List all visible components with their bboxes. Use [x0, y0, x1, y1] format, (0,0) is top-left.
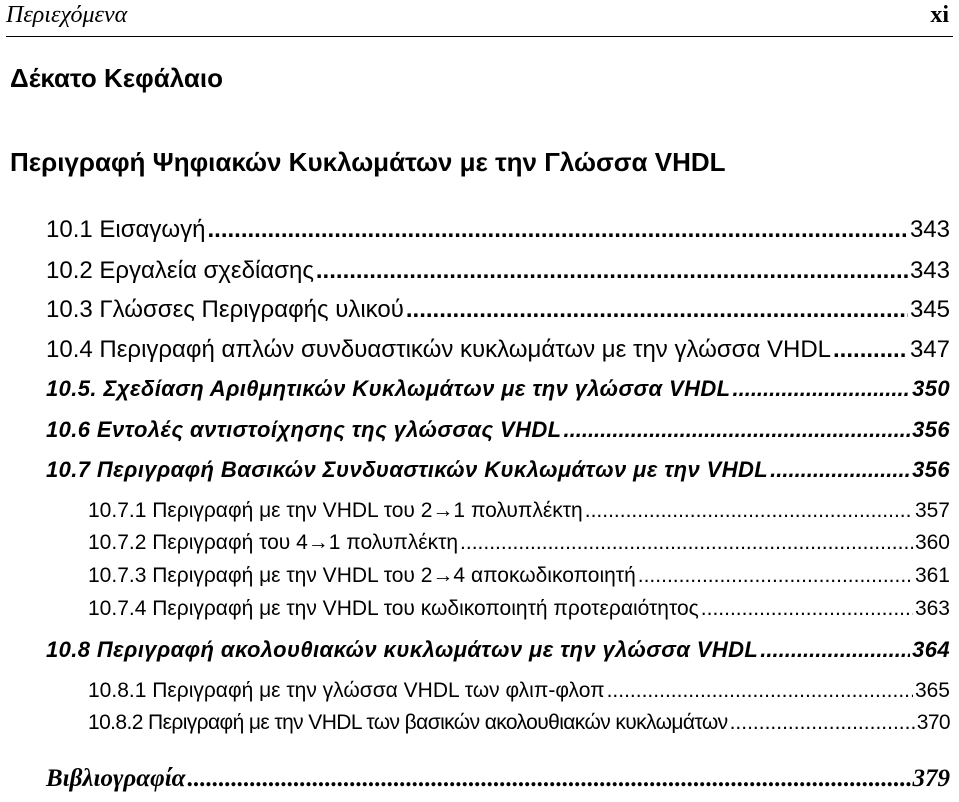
toc-dot-leader: [701, 597, 913, 621]
toc-dot-leader: [730, 711, 915, 735]
toc-entry-label: 10.7 Περιγραφή Βασικών Συνδυαστικών Κυκλωμάτων με την VHDL: [46, 457, 769, 482]
toc-entry[interactable]: [46, 417, 950, 443]
toc-subentry[interactable]: [88, 564, 950, 588]
toc-entry-label: 10.8.1 Περιγραφή με την γλώσσα VHDL των φλιπ-φλοπ: [88, 679, 605, 702]
toc-dot-leader: [770, 457, 910, 483]
toc-entry-label: 10.4 Περιγραφή απλών συνδυαστικών κυκλωμάτων με την γλώσσα VHDL: [46, 336, 832, 363]
toc-dot-leader: [187, 765, 910, 793]
toc-dot-leader: [638, 564, 913, 588]
toc-dot-leader: [564, 417, 911, 443]
toc-entry-label: 10.8.2 Περιγραφή με την VHDL των βασικών ακολουθιακών κυκλωμάτων: [88, 711, 728, 734]
toc-entry-page: 356: [912, 417, 950, 442]
header-section-title: Περιεχόμενα: [6, 2, 128, 28]
toc-dot-leader: [607, 679, 913, 703]
toc-entry-page: 347: [909, 336, 950, 363]
toc-entry[interactable]: [46, 376, 950, 402]
toc-entry-page: 379: [912, 765, 950, 792]
toc-subentry[interactable]: [88, 711, 950, 735]
toc-dot-leader: [316, 257, 908, 285]
toc-entry[interactable]: [46, 216, 950, 244]
running-header: [6, 0, 953, 37]
toc-entry-page: 365: [914, 679, 950, 702]
toc-entry-label: 10.3 Γλώσσες Περιγραφής υλικού: [46, 296, 404, 323]
toc-entry-page: 360: [914, 531, 950, 554]
toc-entry-label: 10.2 Εργαλεία σχεδίασης: [46, 257, 314, 284]
toc-entry-page: 363: [914, 597, 950, 620]
toc-entry-label: 10.1 Εισαγωγή: [46, 216, 206, 243]
toc-subentry[interactable]: [88, 679, 950, 703]
toc-entry-page: 357: [914, 499, 950, 522]
toc-entry-label: Βιβλιογραφία: [46, 765, 186, 792]
toc-entry-page: 345: [909, 296, 950, 323]
toc-entry[interactable]: [46, 637, 950, 663]
toc-dot-leader: [406, 296, 908, 324]
toc-subentry[interactable]: [88, 531, 950, 555]
toc-entry-page: 343: [909, 257, 950, 284]
toc-dot-leader: [760, 637, 910, 663]
toc-entry-label: 10.7.4 Περιγραφή με την VHDL του κωδικοποιητή προτεραιότητος: [88, 597, 699, 620]
toc-entry[interactable]: [46, 457, 950, 483]
toc-entry[interactable]: [46, 296, 950, 324]
toc-dot-leader: [585, 499, 913, 523]
toc-dot-leader: [732, 376, 910, 402]
toc-bibliography-entry[interactable]: [46, 765, 950, 793]
toc-entry-page: 364: [912, 637, 950, 662]
toc-subentry[interactable]: [88, 499, 950, 523]
toc-dot-leader: [208, 216, 908, 244]
toc-entry-page: 356: [912, 457, 950, 482]
header-page-number: xi: [930, 2, 949, 28]
toc-entry[interactable]: [46, 257, 950, 285]
toc-entry-page: 343: [909, 216, 950, 243]
toc-entry-label: 10.6 Εντολές αντιστοίχησης της γλώσσας VHDL: [46, 417, 562, 442]
toc-entry-page: 370: [916, 711, 950, 734]
toc-entry-label: 10.8 Περιγραφή ακολουθιακών κυκλωμάτων με την γλώσσα VHDL: [46, 637, 759, 662]
toc-entry[interactable]: [46, 336, 950, 364]
toc-entry-label: 10.7.2 Περιγραφή του 4→1 πολυπλέκτη: [88, 531, 459, 554]
toc-dot-leader: [460, 531, 913, 555]
toc-dot-leader: [833, 336, 908, 364]
toc-entry-label: 10.7.3 Περιγραφή με την VHDL του 2→4 αποκωδικοποιητή: [88, 564, 636, 587]
toc-entry-page: 350: [912, 376, 950, 401]
toc-entry-label: 10.7.1 Περιγραφή με την VHDL του 2→1 πολυπλέκτη: [88, 499, 583, 522]
toc-entry-label: 10.5. Σχεδίαση Αριθμητικών Κυκλωμάτων με την γλώσσα VHDL: [46, 376, 731, 401]
chapter-subtitle: Περιγραφή Ψηφιακών Κυκλωμάτων με την Γλώσσα VHDL: [10, 147, 726, 177]
chapter-heading: Δέκατο Κεφάλαιο: [10, 63, 223, 93]
toc-entry-page: 361: [914, 564, 950, 587]
toc-subentry[interactable]: [88, 597, 950, 621]
